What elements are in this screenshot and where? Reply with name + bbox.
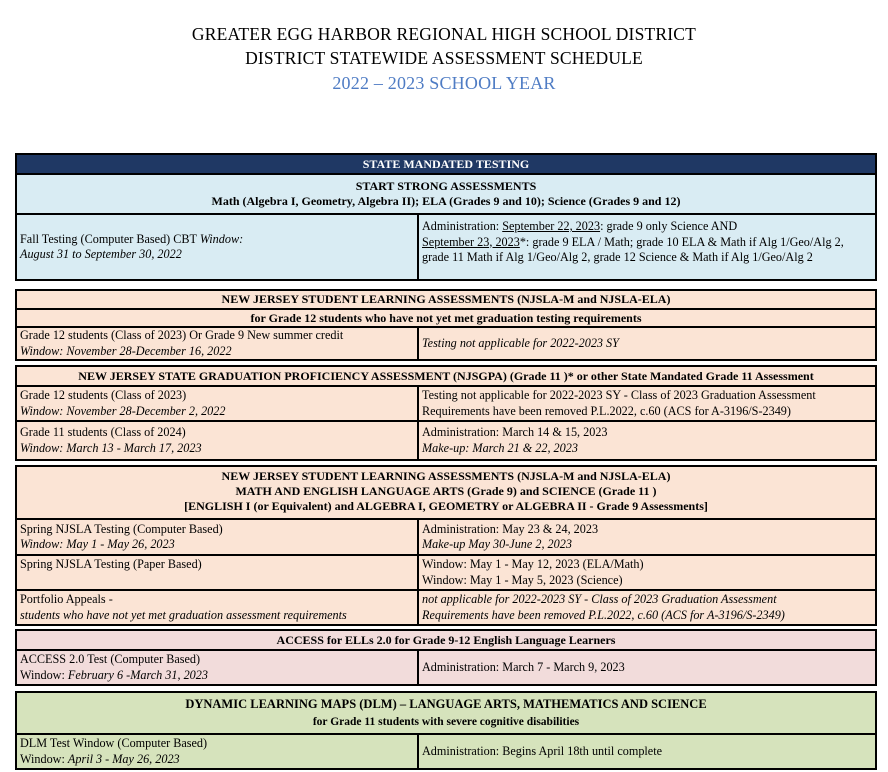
njsla-spring-title-2: MATH AND ENGLISH LANGUAGE ARTS (Grade 9) and SCIENCE (Grade 11 ) <box>235 484 657 498</box>
dlm-title: DYNAMIC LEARNING MAPS (DLM) – LANGUAGE ARTS, MATHEMATICS AND SCIENCE <box>185 697 707 711</box>
dlm-admin: Administration: Begins April 18th until complete <box>422 743 663 758</box>
window-label: Window: <box>199 231 244 246</box>
dlm-header <box>17 693 875 733</box>
access-admin-cell <box>419 651 875 684</box>
njsla-grade12-status-text: Testing not applicable for 2022-2023 SY <box>422 335 619 350</box>
njsla-spring-paper-row <box>17 554 875 589</box>
admin-date-2-note: *: grade 9 ELA / Math; grade 10 ELA & Math if Alg 1/Geo/Alg 2, grade 11 Math if Alg 1/Geo/Alg 2, grade 12 Science & Math if Alg 1/Geo/Alg 2 <box>422 234 844 264</box>
njsla-spring-header <box>17 467 875 518</box>
access-admin: Administration: March 7 - March 9, 2023 <box>422 659 625 674</box>
njsla-grade12-students: Grade 12 students (Class of 2023) Or Grade 9 New summer credit <box>20 328 344 342</box>
portfolio-appeals-cell <box>17 591 419 624</box>
dlm-test-label: DLM Test Window (Computer Based) <box>20 736 208 750</box>
admin-date-1: September 22, 2023 <box>502 219 601 233</box>
start-strong-header <box>17 173 875 213</box>
njsgpa-grade12-cell <box>17 387 419 420</box>
dlm-window-label: Window: <box>20 751 68 766</box>
njsgpa-grade12-status-2: Requirements have been removed P.L.2022, c.60 (ACS for A-3196/S-2349) <box>422 403 791 418</box>
access-test-label: ACCESS 2.0 Test (Computer Based) <box>20 652 201 666</box>
admin-label: Administration: <box>422 219 503 233</box>
njsla-grade12-window-cell <box>17 328 419 359</box>
njsla-spring-paper-cell <box>17 556 419 589</box>
njsla-grade12-title: NEW JERSEY STUDENT LEARNING ASSESSMENTS (NJSLA-M and NJSLA-ELA) <box>221 292 671 306</box>
njsgpa-grade12-status-1: Testing not applicable for 2022-2023 SY - Class of 2023 Graduation Assessment <box>422 388 816 402</box>
njsgpa-grade11-makeup: Make-up: March 21 & 22, 2023 <box>422 440 578 455</box>
start-strong-title: START STRONG ASSESSMENTS <box>355 179 537 193</box>
njsgpa-grade11-admin-cell <box>419 422 875 459</box>
njsgpa-row-grade12 <box>17 385 875 420</box>
njsgpa-grade11-window: Window: March 13 - March 17, 2023 <box>20 440 202 455</box>
schedule-title: DISTRICT STATEWIDE ASSESSMENT SCHEDULE <box>245 48 643 68</box>
dlm-row <box>17 733 875 768</box>
njsla-spring-title-3: [ENGLISH I (or Equivalent) and ALGEBRA I, GEOMETRY or ALGEBRA II - Grade 9 Assessments] <box>184 499 708 513</box>
njsla-grade12-row <box>17 326 875 359</box>
portfolio-appeals-status-cell <box>419 591 875 624</box>
njsla-spring-title-1: NEW JERSEY STUDENT LEARNING ASSESSMENTS (NJSLA-M and NJSLA-ELA) <box>221 469 671 483</box>
njsgpa-title: NEW JERSEY STATE GRADUATION PROFICIENCY ASSESSMENT (NJSGPA) (Grade 11 )* or other State Mandated Grade 11 Assessment <box>78 369 814 383</box>
njsgpa-grade12-students: Grade 12 students (Class of 2023) <box>20 388 187 402</box>
njsgpa-grade12-window: Window: November 28-December 2, 2022 <box>20 403 226 418</box>
njsla-spring-cbt-admin-cell <box>419 520 875 554</box>
njsla-spring-cbt-admin: Administration: May 23 & 24, 2023 <box>422 521 599 536</box>
fall-testing-label: Fall Testing (Computer Based) CBT <box>20 231 200 246</box>
access-title: ACCESS for ELLs 2.0 for Grade 9-12 English Language Learners <box>276 633 616 647</box>
njsla-spring-paper-window-cell <box>419 556 875 589</box>
access-window-cell <box>17 651 419 684</box>
access-window-dates: February 6 -March 31, 2023 <box>67 667 208 682</box>
fall-testing-window: August 31 to September 30, 2022 <box>20 247 182 261</box>
njsla-grade12-subtitle: for Grade 12 students who have not yet met graduation testing requirements <box>17 308 875 326</box>
dlm-window-dates: April 3 - May 26, 2023 <box>67 751 180 766</box>
njsla-spring-cbt-cell <box>17 520 419 554</box>
admin-date-1-note: : grade 9 only Science AND <box>600 219 738 233</box>
njsgpa-grade11-admin: Administration: March 14 & 15, 2023 <box>422 425 608 439</box>
njsla-spring-paper-label: Spring NJSLA Testing (Paper Based) <box>20 557 202 571</box>
start-strong-subtitle: Math (Algebra I, Geometry, Algebra II); ELA (Grades 9 and 10); Science (Grades 9 and 12) <box>211 194 681 208</box>
njsla-grade12-status <box>419 328 875 359</box>
admin-date-2: September 23, 2023 <box>422 234 520 249</box>
state-mandated-banner: STATE MANDATED TESTING <box>17 155 875 173</box>
start-strong-admin-cell <box>419 215 875 279</box>
school-year-title: 2022 – 2023 SCHOOL YEAR <box>332 73 556 93</box>
njsla-spring-section <box>15 465 877 626</box>
njsla-spring-paper-window-ela: Window: May 1 - May 12, 2023 (ELA/Math) <box>422 557 644 571</box>
district-title: GREATER EGG HARBOR REGIONAL HIGH SCHOOL DISTRICT <box>191 24 697 44</box>
portfolio-appeals-row <box>17 589 875 624</box>
dlm-subtitle: for Grade 11 students with severe cognitive disabilities <box>312 716 580 728</box>
portfolio-appeals-label: Portfolio Appeals - <box>20 592 113 606</box>
njsgpa-row-grade11 <box>17 420 875 459</box>
dlm-admin-cell <box>419 735 875 768</box>
njsla-grade12-window: Window: November 28-December 16, 2022 <box>20 343 232 358</box>
start-strong-section <box>15 153 877 281</box>
portfolio-appeals-desc: students who have not yet met graduation assessment requirements <box>20 607 347 622</box>
njsla-spring-cbt-row <box>17 518 875 554</box>
njsgpa-grade11-cell <box>17 422 419 459</box>
njsla-spring-cbt-makeup: Make-up May 30-June 2, 2023 <box>422 537 572 551</box>
njsgpa-grade12-status-cell <box>419 387 875 420</box>
njsla-spring-cbt-window: Window: May 1 - May 26, 2023 <box>20 537 175 551</box>
start-strong-window-cell <box>17 215 419 279</box>
access-window-label: Window: <box>20 667 68 682</box>
njsgpa-grade11-students: Grade 11 students (Class of 2024) <box>20 425 186 439</box>
start-strong-row <box>17 213 875 279</box>
dlm-window-cell <box>17 735 419 768</box>
njsla-spring-paper-window-science: Window: May 1 - May 5, 2023 (Science) <box>422 572 623 587</box>
njsla-spring-cbt-label: Spring NJSLA Testing (Computer Based) <box>20 521 223 536</box>
access-row <box>17 649 875 684</box>
njsgpa-section <box>15 365 877 461</box>
portfolio-appeals-status-1: not applicable for 2022-2023 SY - Class of 2023 Graduation Assessment <box>422 592 777 606</box>
njsla-grade12-section <box>15 289 877 361</box>
dlm-section <box>15 691 877 770</box>
portfolio-appeals-status-2: Requirements have been removed P.L.2022, c.60 (ACS for A-3196/S-2349) <box>422 607 785 622</box>
access-section <box>15 629 877 686</box>
